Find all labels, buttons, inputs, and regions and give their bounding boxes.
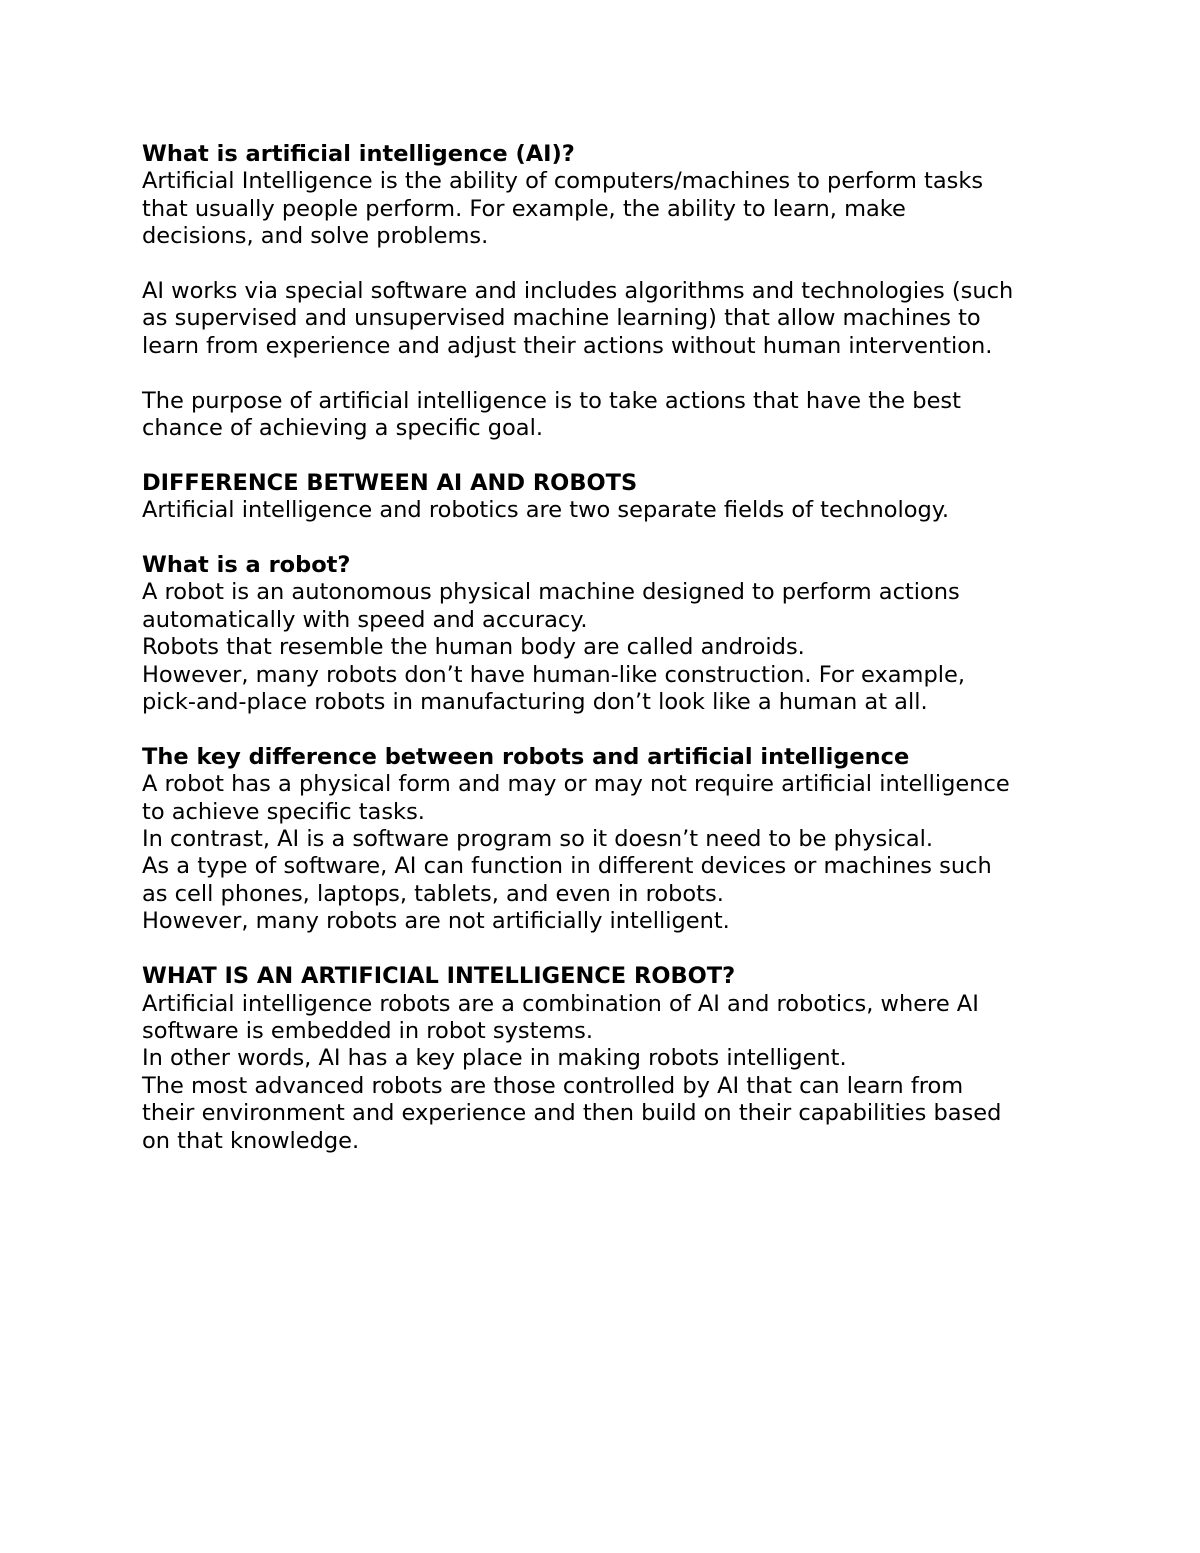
paragraph-line: A robot has a physical form and may or may not require artificial intelligence — [142, 771, 1010, 798]
section-heading: What is artificial intelligence (AI)? — [142, 141, 575, 167]
paragraph-gap — [142, 251, 1072, 278]
paragraph-line: learn from experience and adjust their actions without human intervention. — [142, 332, 993, 359]
paragraph-line: As a type of software, AI can function in different devices or machines such — [142, 853, 992, 880]
paragraph-line: The most advanced robots are those controlled by AI that can learn from — [142, 1072, 964, 1099]
paragraph-line: decisions, and solve problems. — [142, 223, 489, 250]
section-gap — [142, 936, 1072, 963]
paragraph-line: In other words, AI has a key place in making robots intelligent. — [142, 1045, 847, 1072]
paragraph-line: software is embedded in robot systems. — [142, 1017, 594, 1044]
paragraph-line: However, many robots don’t have human-like construction. For example, — [142, 661, 965, 688]
paragraph-line: automatically with speed and accuracy. — [142, 606, 588, 633]
paragraph-line: as cell phones, laptops, tablets, and even in robots. — [142, 880, 724, 907]
paragraph-line: A robot is an autonomous physical machine designed to perform actions — [142, 579, 960, 606]
section-heading: WHAT IS AN ARTIFICIAL INTELLIGENCE ROBOT? — [142, 963, 736, 990]
paragraph-line: their environment and experience and then build on their capabilities based — [142, 1100, 1002, 1127]
paragraph-line: pick-and-place robots in manufacturing don’t look like a human at all. — [142, 689, 928, 716]
paragraph-line: Artificial intelligence robots are a combination of AI and robotics, where AI — [142, 990, 979, 1017]
paragraph-line: However, many robots are not artificially intelligent. — [142, 908, 730, 935]
paragraph-line: to achieve specific tasks. — [142, 798, 425, 825]
paragraph-line: The purpose of artificial intelligence is to take actions that have the best — [142, 387, 961, 414]
section-gap — [142, 716, 1072, 743]
section-heading: DIFFERENCE BETWEEN AI AND ROBOTS — [142, 469, 638, 496]
paragraph-line: on that knowledge. — [142, 1127, 360, 1154]
paragraph-line: Robots that resemble the human body are called androids. — [142, 634, 805, 661]
paragraph-line: Artificial intelligence and robotics are two separate fields of technology. — [142, 497, 950, 524]
section-gap — [142, 442, 1072, 469]
paragraph-line: that usually people perform. For example, the ability to learn, make — [142, 195, 906, 222]
paragraph-line: AI works via special software and includes algorithms and technologies (such — [142, 278, 1014, 305]
paragraph-gap — [142, 360, 1072, 387]
document-page — [142, 141, 1072, 1155]
paragraph-line: In contrast, AI is a software program so it doesn’t need to be physical. — [142, 826, 934, 853]
section-gap — [142, 525, 1072, 552]
paragraph-line: as supervised and unsupervised machine learning) that allow machines to — [142, 305, 981, 332]
section-heading: The key difference between robots and artificial intelligence — [142, 743, 910, 770]
paragraph-line: chance of achieving a specific goal. — [142, 415, 544, 442]
section-heading: What is a robot? — [142, 552, 351, 579]
paragraph-line: Artificial Intelligence is the ability of computers/machines to perform tasks — [142, 168, 984, 195]
